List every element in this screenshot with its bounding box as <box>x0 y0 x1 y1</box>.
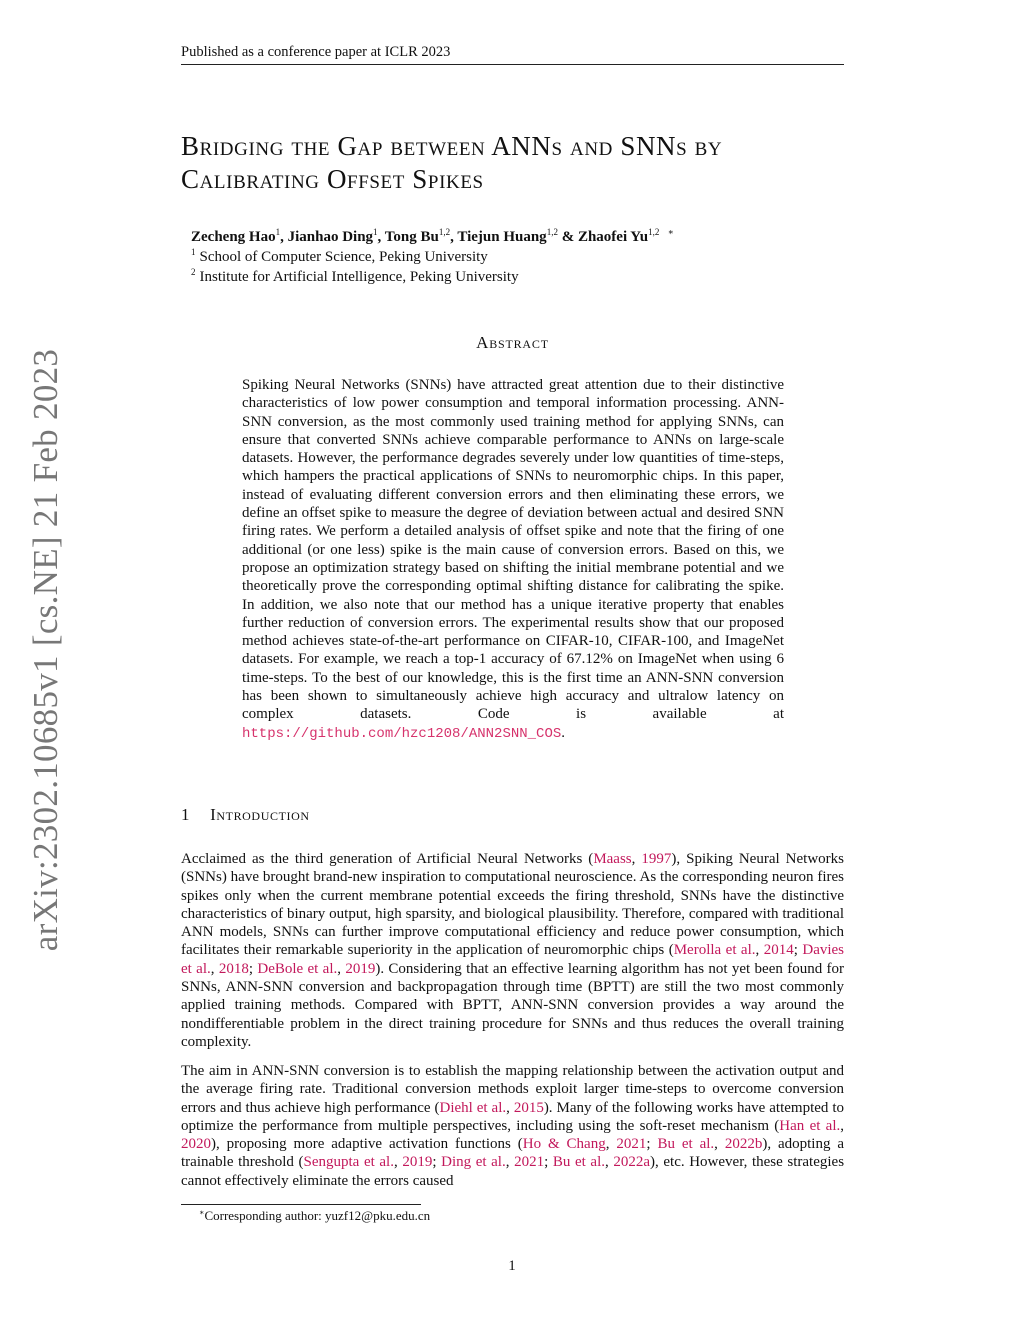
citation-link[interactable]: Sengupta et al. <box>303 1154 394 1171</box>
author-name: Jianhao Ding <box>287 229 374 245</box>
affiliation-1 <box>191 247 488 267</box>
abstract-end: . <box>561 724 566 741</box>
citation-link[interactable]: 2021 <box>616 1136 647 1153</box>
author-affiliation-mark: 1,2 <box>648 227 660 237</box>
citation-link[interactable]: 2014 <box>763 942 794 959</box>
footnote-mark: ∗ <box>199 1208 205 1217</box>
author-separator: & <box>557 229 578 245</box>
author-affiliation-mark: 1,2 <box>438 227 451 237</box>
author-list <box>191 227 674 247</box>
citation-link[interactable]: DeBole et al. <box>257 960 338 977</box>
author-name: Zhaofei Yu <box>577 229 649 245</box>
paragraph-text: ), etc. However, these strategies cannot effectively eliminate the errors caused <box>181 1154 845 1189</box>
page-number: 1 <box>508 1258 516 1274</box>
citation-link[interactable]: 2015 <box>513 1099 544 1116</box>
citation-link[interactable]: Bu et al. <box>657 1136 715 1153</box>
author-separator: , <box>280 229 288 245</box>
citation-link[interactable]: Merolla et al. <box>673 942 756 959</box>
footnote-rule <box>181 1204 421 1205</box>
paragraph-text: ). Considering that an effective learning algorithm has not yet been found for SNNs, ANN-SNN conversion and backpropagation through time (BPTT) are still the two most commonly applied training methods. Compared with BPTT, ANN-SNN conversion provides a way around the nondifferentiable problem in the direct training procedure for SNNs and thus reduces the overall training complexity. <box>181 960 845 1050</box>
paragraph-text: , <box>840 1117 844 1134</box>
citation-link[interactable]: 2020 <box>181 1136 211 1153</box>
paragraph-text: , <box>605 1154 614 1171</box>
paragraph-text: ), Spiking Neural Networks (SNNs) have brought brand-new inspiration to computational neuroscience. As the corresponding neuron fires spikes only when the current membrane potential exceeds the firing threshold, SNNs have the distinctive characteristics of binary output, high sparsity, and biological plausibility. Therefore, compared with traditional ANN models, SNNs can further improve computational efficiency and reduce power consumption, which facilitates their remarkable superiority in the application of neuromorphic chips ( <box>181 851 844 959</box>
paragraph-text: , <box>337 960 346 977</box>
citation-link[interactable]: Ho & Chang <box>522 1136 606 1153</box>
paragraph-text: Acclaimed as the third generation of Artificial Neural Networks ( <box>181 851 594 867</box>
footnote <box>199 1208 430 1224</box>
author-affiliation-mark: 1,2 <box>546 227 558 237</box>
paragraph-text: , <box>755 942 764 959</box>
affiliation-text: School of Computer Science, Peking University <box>199 249 488 265</box>
abstract-heading: Abstract <box>476 333 549 352</box>
paragraph-text: ; <box>248 960 258 977</box>
paragraph-text: ), proposing more adaptive activation functions ( <box>211 1136 523 1153</box>
paragraph-text: ; <box>544 1154 553 1171</box>
citation-link[interactable]: Diehl et al. <box>439 1099 507 1116</box>
citation-link[interactable]: 2021 <box>514 1154 545 1171</box>
section-heading-introduction <box>181 805 310 825</box>
section-number: 1 <box>181 805 191 824</box>
paragraph-text: ; <box>646 1136 658 1153</box>
citation-link[interactable]: 2019 <box>345 960 376 977</box>
author-separator: , <box>377 229 385 245</box>
code-link[interactable]: https://github.com/hzc1208/ANN2SNN_COS <box>242 725 562 742</box>
author-name: Zecheng Hao <box>191 229 276 245</box>
author-affiliation-mark: 1 <box>275 227 281 237</box>
citation-link[interactable]: 2018 <box>218 960 249 977</box>
paragraph-text: ), adopting a trainable threshold ( <box>181 1136 845 1171</box>
citation-link[interactable]: Ding et al. <box>441 1154 506 1171</box>
paragraph-text: , <box>714 1136 725 1153</box>
paragraph-text: The aim in ANN-SNN conversion is to establish the mapping relationship between the activation output and the average firing rate. Traditional conversion methods exploit larger time-steps to overcome conversion errors and thus achieve high performance ( <box>181 1063 844 1116</box>
author-name: Tong Bu <box>384 229 439 245</box>
abstract-body <box>242 376 784 743</box>
citation-link[interactable]: Maass <box>593 851 632 867</box>
affiliation-2 <box>191 267 519 287</box>
arxiv-stamp-text: arXiv:2302.10685v1 [cs.NE] 21 Feb 2023 <box>26 348 65 952</box>
citation-link[interactable]: 1997 <box>641 851 672 867</box>
citation-link[interactable]: Han et al. <box>779 1117 841 1134</box>
paragraph-text: , <box>631 851 642 867</box>
paragraph-text: ). Many of the following works have attempted to optimize the performance from multiple perspectives, including using the soft-reset mechanism ( <box>181 1099 844 1134</box>
intro-paragraph-2 <box>181 1062 844 1190</box>
citation-link[interactable]: Davies et al. <box>181 942 845 977</box>
intro-paragraph-1 <box>181 850 844 1051</box>
citation-link[interactable]: Bu et al. <box>552 1154 605 1171</box>
affiliation-text: Institute for Artificial Intelligence, Peking University <box>199 269 519 285</box>
author-affiliation-mark: 1 <box>373 227 378 237</box>
corresponding-author-mark: ∗ <box>665 227 674 237</box>
abstract-text: Spiking Neural Networks (SNNs) have attracted great attention due to their distinctive characteristics of low power consumption and temporal information processing. ANN-SNN conversion, as the most commonly used training method for applying SNNs, can ensure that converted SNNs achieve comparable performance to ANNs on large-scale datasets. However, the performance degrades severely under low quantities of time-steps, which hampers the practical applications of SNNs to neuromorphic chips. In this paper, instead of evaluating different conversion errors and then eliminating these errors, we define an offset spike to measure the degree of deviation between actual and desired SNN firing rates. We perform a detailed analysis of offset spike and note that the firing of one additional (or one less) spike is the main cause of conversion errors. Based on this, we propose an optimization strategy based on shifting the initial membrane potential and we theoretically prove the corresponding optimal shifting distance for calibrating the spike. In addition, we also note that our method has a unique iterative property that enables further reduction of conversion errors. The experimental results show that our proposed method achieves state-of-the-art performance on CIFAR-10, CIFAR-100, and ImageNet datasets. For example, we reach a top-1 accuracy of 67.12% on ImageNet when using 6 time-steps. To the best of our knowledge, this is the first time an ANN-SNN conversion has been shown to simultaneously achieve high accuracy and ultralow latency on complex datasets. Code is available at <box>242 377 784 723</box>
paragraph-text: ; <box>432 1154 442 1171</box>
paragraph-text: , <box>393 1154 403 1171</box>
footnote-text: Corresponding author: yuzf12@pku.edu.cn <box>204 1208 431 1223</box>
author-name: Tiejun Huang <box>457 229 547 245</box>
affiliation-number: 2 <box>191 267 196 277</box>
citation-link[interactable]: 2022a <box>613 1154 651 1171</box>
affiliation-number: 1 <box>191 247 196 257</box>
paragraph-text: , <box>605 1136 617 1153</box>
citation-link[interactable]: 2022b <box>724 1136 763 1153</box>
paragraph-text: , <box>506 1099 514 1116</box>
paragraph-text: ; <box>793 942 803 959</box>
paragraph-text: , <box>505 1154 515 1171</box>
section-title: Introduction <box>210 805 310 824</box>
paper-title: Bridging the Gap between ANNs and SNNs by Calibrating Offset Spikes <box>181 131 723 194</box>
author-separator: , <box>450 229 458 245</box>
running-header: Published as a conference paper at ICLR 2023 <box>181 44 844 65</box>
citation-link[interactable]: 2019 <box>402 1154 433 1171</box>
paragraph-text: , <box>210 960 219 977</box>
